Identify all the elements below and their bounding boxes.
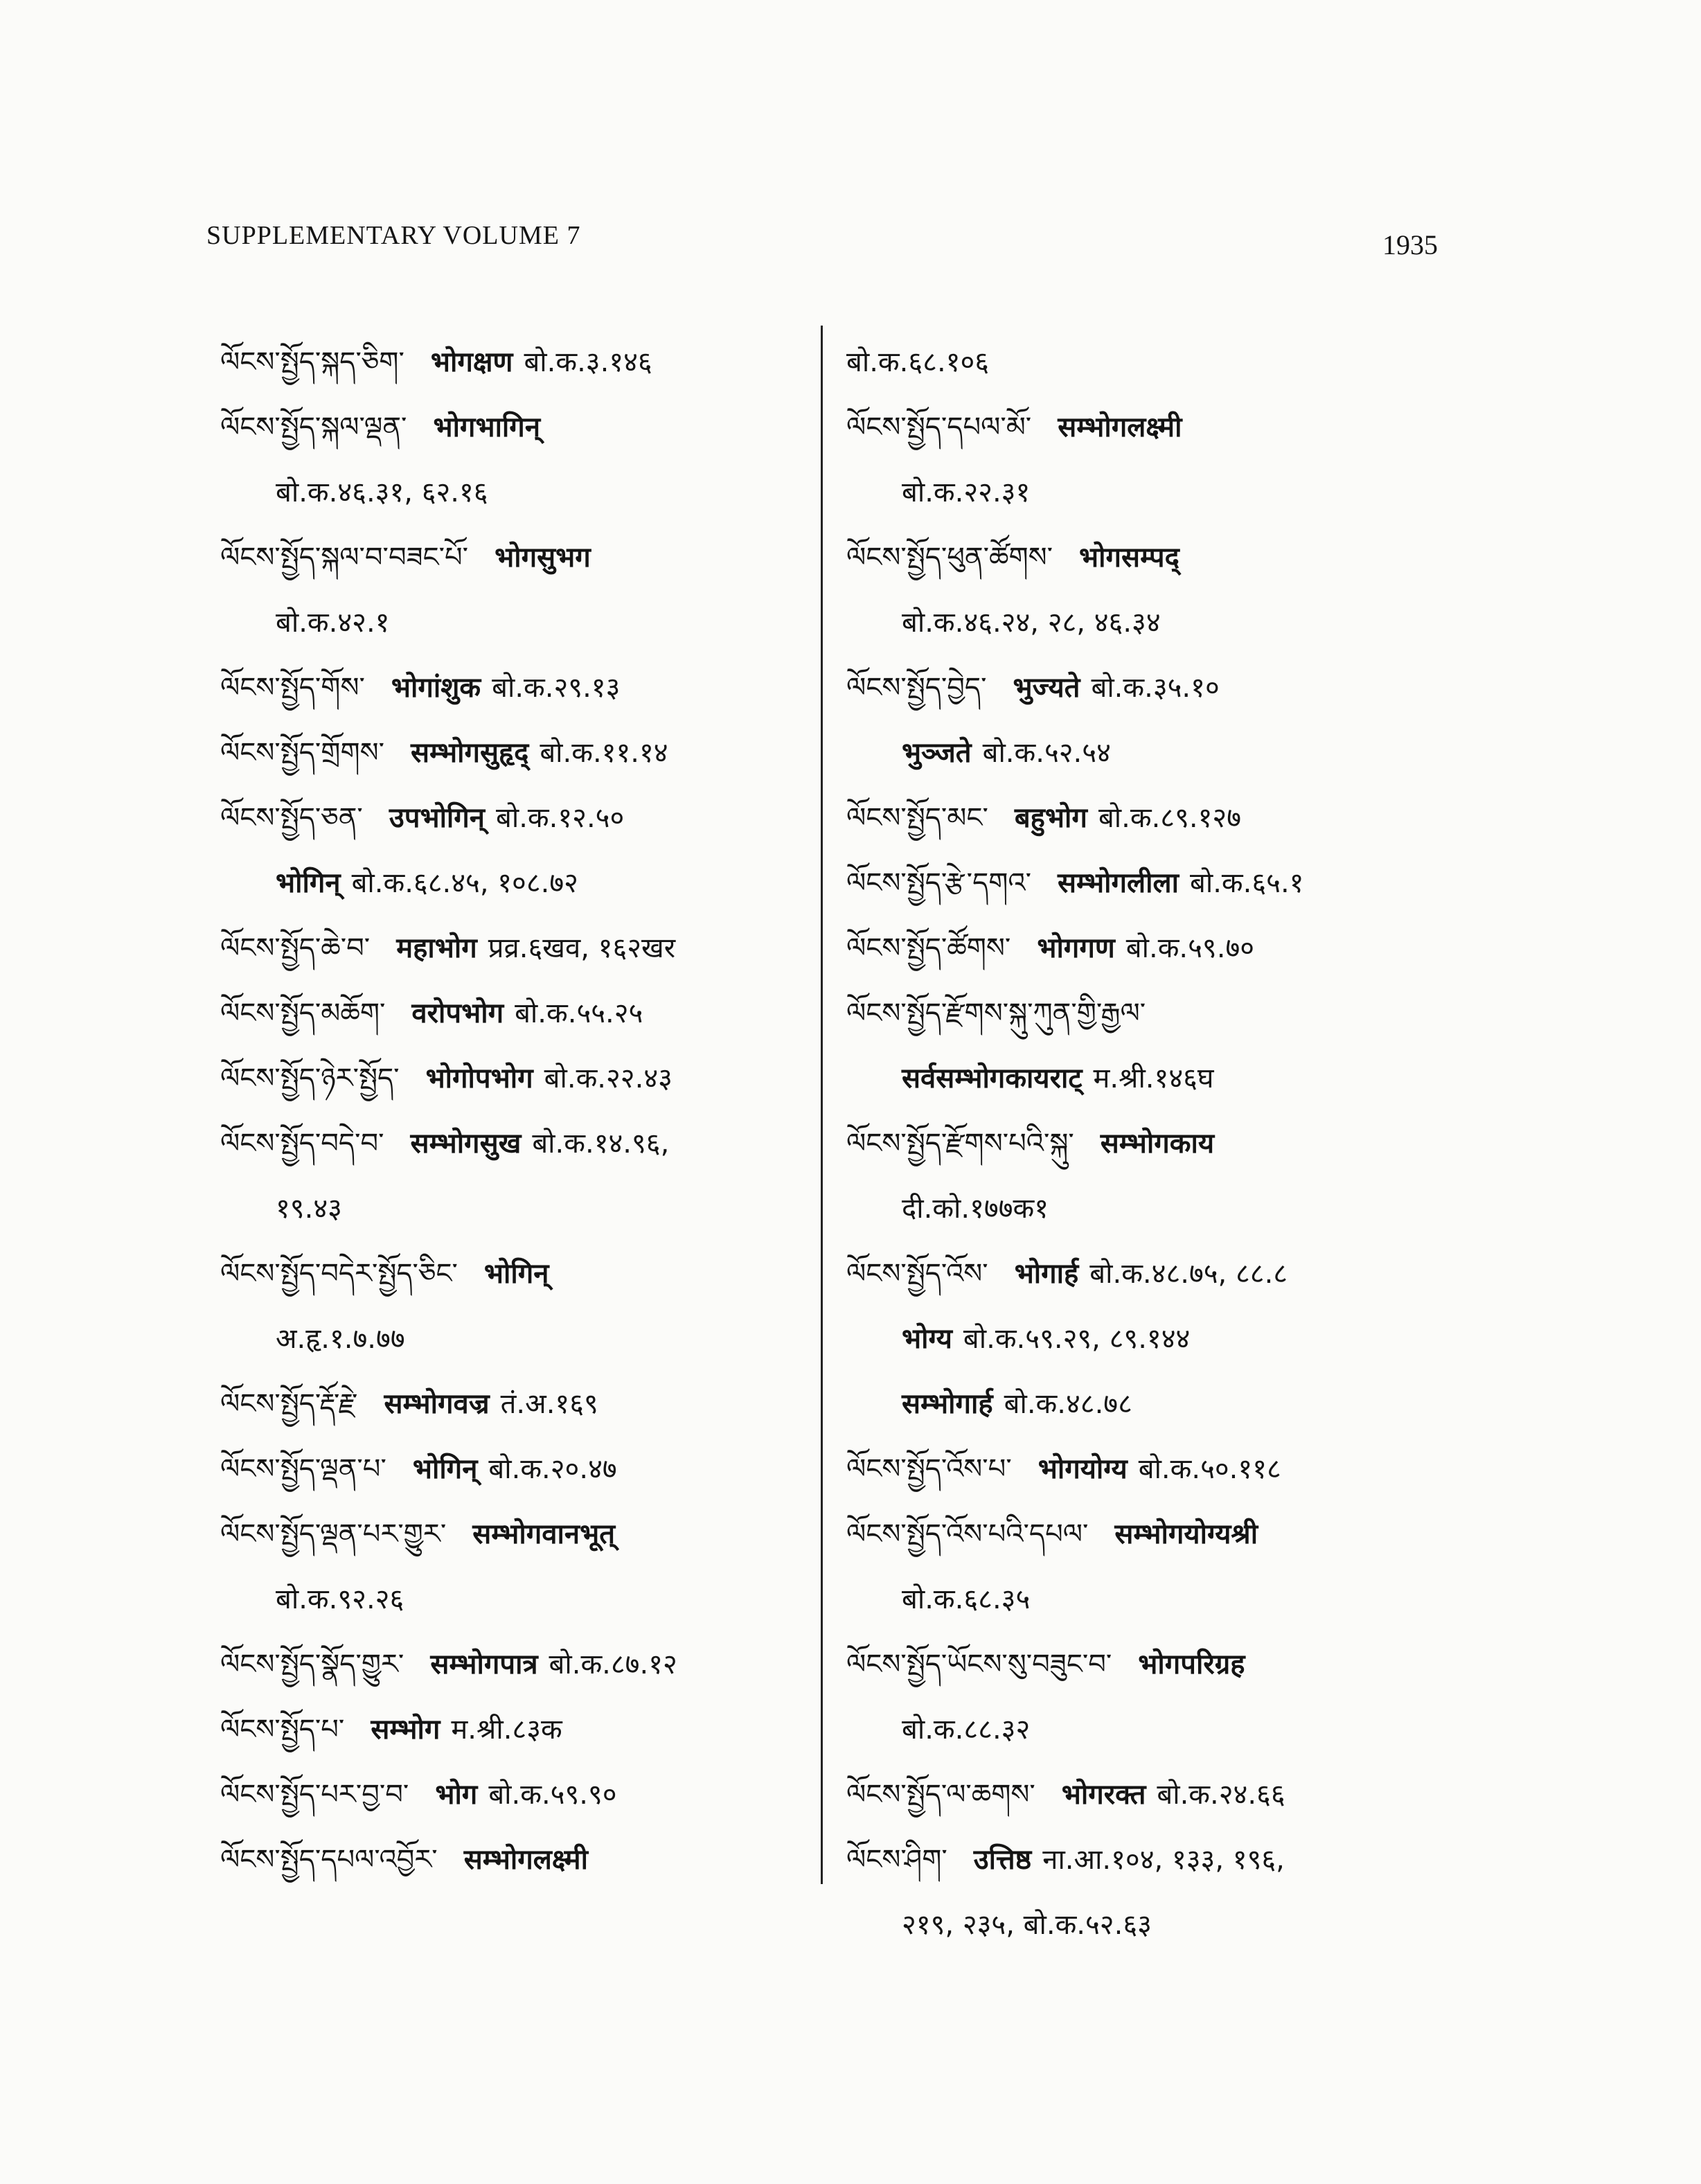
- entry-headword-line: [220, 1697, 817, 1762]
- source-reference: बो.क.९२.२६: [276, 1583, 404, 1615]
- sanskrit-equivalent: बहुभोग: [1014, 802, 1087, 834]
- right-column: [846, 330, 1470, 1957]
- sanskrit-equivalent: सम्भोगवज्र: [384, 1388, 490, 1420]
- dictionary-entry: [846, 655, 1470, 785]
- sanskrit-equivalent: उत्तिष्ठ: [973, 1844, 1032, 1876]
- sanskrit-equivalent: भोग्य: [902, 1323, 952, 1355]
- entry-continuation-line: [846, 590, 1470, 655]
- entry-headword-line: [220, 1502, 817, 1567]
- source-reference: बो.क.५५.२५: [515, 997, 643, 1029]
- entry-continuation-line: [846, 1371, 1470, 1437]
- tibetan-headword: ལོངས་སྤྱོད་གོས་: [220, 672, 365, 704]
- dictionary-entry: [846, 1437, 1470, 1502]
- dictionary-entry: [220, 1632, 817, 1697]
- source-reference: बो.क.३.१४६: [524, 346, 652, 378]
- entry-continuation-line: [846, 720, 1470, 785]
- tibetan-headword: ལོངས་ཤིག་: [846, 1844, 947, 1876]
- tibetan-headword: ལོངས་སྤྱོད་ཆེ་བ་: [220, 932, 371, 964]
- source-reference: बो.क.८८.३२: [902, 1714, 1031, 1746]
- sanskrit-equivalent: सम्भोगलक्ष्मी: [1058, 411, 1182, 443]
- dictionary-entry: [846, 851, 1470, 916]
- tibetan-headword: ལོངས་སྤྱོད་ལ་ཆགས་: [846, 1779, 1035, 1811]
- entry-headword-line: [220, 1371, 817, 1437]
- sanskrit-equivalent: सम्भोगकाय: [1100, 1128, 1215, 1160]
- tibetan-headword: ལོངས་སྤྱོད་འོས་པའི་དཔལ་: [846, 1518, 1089, 1550]
- tibetan-headword: ལོངས་སྤྱོད་རྡོ་རྗེ་: [220, 1388, 358, 1420]
- entry-headword-line: [220, 330, 817, 395]
- entry-headword-line: [220, 720, 817, 785]
- tibetan-headword: ལོངས་སྤྱོད་སྐད་ཅིག་: [220, 346, 404, 378]
- source-reference: बो.क.६८.४५, १०८.७२: [351, 867, 578, 899]
- source-reference: ना.आ.१०४, १३३, १९६,: [1042, 1844, 1285, 1876]
- entry-continuation-line: [220, 1567, 817, 1632]
- sanskrit-equivalent: महाभोग: [396, 932, 477, 964]
- source-reference: बो.क.४६.२४, २८, ४६.३४: [902, 607, 1161, 639]
- entry-headword-line: [846, 330, 1470, 395]
- source-reference: बो.क.५२.५४: [982, 737, 1111, 769]
- dictionary-entry: [220, 981, 817, 1046]
- entry-headword-line: [846, 981, 1470, 1046]
- dictionary-entry: [220, 785, 817, 916]
- dictionary-entry: [220, 655, 817, 720]
- sanskrit-equivalent: भोगिन्: [483, 1258, 549, 1290]
- entry-continuation-line: [846, 1567, 1470, 1632]
- dictionary-entry: [846, 1827, 1470, 1957]
- dictionary-entry: [220, 916, 817, 981]
- dictionary-entry: [220, 720, 817, 785]
- dictionary-entry: [846, 1762, 1470, 1827]
- source-reference: १९.४३: [276, 1193, 342, 1225]
- entry-headword-line: [846, 525, 1470, 590]
- tibetan-headword: ལོངས་སྤྱོད་ཕུན་ཚོགས་: [846, 542, 1053, 574]
- entry-headword-line: [846, 851, 1470, 916]
- sanskrit-equivalent: भोग: [435, 1779, 478, 1811]
- source-reference: बो.क.५०.११८: [1138, 1453, 1281, 1485]
- entry-headword-line: [846, 1111, 1470, 1176]
- sanskrit-equivalent: भोगोपभोग: [425, 1063, 533, 1094]
- sanskrit-equivalent: भोगपरिग्रह: [1138, 1649, 1245, 1680]
- dictionary-entry: [220, 1697, 817, 1762]
- sanskrit-equivalent: सर्वसम्भोगकायराट्: [902, 1063, 1083, 1094]
- entry-headword-line: [846, 1241, 1470, 1306]
- entry-headword-line: [220, 785, 817, 851]
- entry-headword-line: [846, 1437, 1470, 1502]
- entry-headword-line: [846, 916, 1470, 981]
- source-reference: बो.क.५९.९०: [488, 1779, 617, 1811]
- tibetan-headword: ལོངས་སྤྱོད་སྣོད་གྱུར་: [220, 1649, 404, 1680]
- tibetan-headword: ལོངས་སྤྱོད་རྩེ་དགའ་: [846, 867, 1031, 899]
- dictionary-entry: [220, 1502, 817, 1632]
- entry-continuation-line: [846, 1892, 1470, 1957]
- sanskrit-equivalent: वरोपभोग: [411, 997, 504, 1029]
- entry-continuation-line: [220, 851, 817, 916]
- entry-headword-line: [846, 1827, 1470, 1892]
- entry-headword-line: [846, 1502, 1470, 1567]
- sanskrit-equivalent: भोगिन्: [412, 1453, 478, 1485]
- source-reference: बो.क.१२.५०: [496, 802, 625, 834]
- tibetan-headword: ལོངས་སྤྱོད་ཚོགས་: [846, 932, 1011, 964]
- sanskrit-equivalent: भोगभागिन्: [433, 411, 541, 443]
- dictionary-entry: [846, 1241, 1470, 1437]
- entry-headword-line: [220, 1437, 817, 1502]
- entry-headword-line: [220, 981, 817, 1046]
- source-reference: बो.क.६५.१: [1190, 867, 1304, 899]
- tibetan-headword: ལོངས་སྤྱོད་ལྡན་པ་: [220, 1453, 386, 1485]
- tibetan-headword: ལོངས་སྤྱོད་འོས་པ་: [846, 1453, 1012, 1485]
- entry-continuation-line: [846, 1697, 1470, 1762]
- source-reference: बो.क.२४.६६: [1157, 1779, 1285, 1811]
- dictionary-entry: [220, 525, 817, 655]
- source-reference: बो.क.४२.१: [276, 607, 390, 639]
- sanskrit-equivalent: सम्भोगसुहृद्: [411, 737, 529, 769]
- source-reference: बो.क.६८.१०६: [846, 346, 990, 378]
- tibetan-headword: ལོངས་སྤྱོད་མང་: [846, 802, 988, 834]
- tibetan-headword: ལོངས་སྤྱོད་མཆོག་: [220, 997, 386, 1029]
- dictionary-entry: [846, 1111, 1470, 1241]
- tibetan-headword: ལོངས་སྤྱོད་བྱེད་: [846, 672, 987, 704]
- entry-headword-line: [220, 1111, 817, 1176]
- source-reference: प्रव्र.६खव, १६२खर: [488, 932, 676, 964]
- entry-continuation-line: [846, 460, 1470, 525]
- tibetan-headword: ལོངས་སྤྱོད་སྐལ་བ་བཟང་པོ་: [220, 542, 469, 574]
- dictionary-entry: [220, 1437, 817, 1502]
- entry-headword-line: [846, 395, 1470, 460]
- source-reference: बो.क.२२.३१: [902, 477, 1031, 508]
- source-reference: बो.क.२२.४३: [544, 1063, 673, 1094]
- sanskrit-equivalent: भोगसुभग: [495, 542, 591, 574]
- source-reference: तं.अ.१६९: [500, 1388, 598, 1420]
- dictionary-entry: [220, 1827, 817, 1892]
- entry-headword-line: [220, 1241, 817, 1306]
- sanskrit-equivalent: भोगसम्पद्: [1079, 542, 1179, 574]
- sanskrit-equivalent: सम्भोगलीला: [1058, 867, 1179, 899]
- source-reference: बो.क.३५.१०: [1091, 672, 1220, 704]
- source-reference: बो.क.६८.३५: [902, 1583, 1031, 1615]
- sanskrit-equivalent: भुज्यते: [1013, 672, 1080, 704]
- sanskrit-equivalent: भोगयोग्य: [1037, 1453, 1128, 1485]
- sanskrit-equivalent: भोगक्षण: [430, 346, 513, 378]
- entry-headword-line: [220, 1046, 817, 1111]
- running-head: SUPPLEMENTARY VOLUME 7: [206, 221, 581, 250]
- tibetan-headword: ལོངས་སྤྱོད་སྐལ་ལྡན་: [220, 411, 407, 443]
- dictionary-entry: [846, 981, 1470, 1111]
- dictionary-entry: [220, 395, 817, 525]
- sanskrit-equivalent: उपभोगिन्: [389, 802, 486, 834]
- entry-continuation-line: [220, 590, 817, 655]
- tibetan-headword: ལོངས་སྤྱོད་དཔལ་མོ་: [846, 411, 1032, 443]
- page-number: 1935: [1382, 229, 1438, 260]
- entry-headword-line: [846, 655, 1470, 720]
- entry-continuation-line: [846, 1306, 1470, 1371]
- entry-headword-line: [220, 1762, 817, 1827]
- dictionary-entry: [220, 1371, 817, 1437]
- dictionary-entry: [846, 1502, 1470, 1632]
- source-reference: बो.क.४८.७५, ८८.८: [1089, 1258, 1288, 1290]
- source-reference: बो.क.८९.१२७: [1098, 802, 1242, 834]
- sanskrit-equivalent: भोगिन्: [276, 867, 341, 899]
- sanskrit-equivalent: सम्भोगसुख: [410, 1128, 522, 1160]
- sanskrit-equivalent: सम्भोगार्ह: [902, 1388, 993, 1420]
- dictionary-entry: [846, 525, 1470, 655]
- left-column: [220, 330, 817, 1892]
- entry-headword-line: [220, 395, 817, 460]
- sanskrit-equivalent: सम्भोगवानभूत्: [472, 1518, 616, 1550]
- source-reference: बो.क.२०.४७: [488, 1453, 617, 1485]
- tibetan-headword: ལོངས་སྤྱོད་ལྡན་པར་གྱུར་: [220, 1518, 447, 1550]
- tibetan-headword: ལོངས་སྤྱོད་གྲོགས་: [220, 737, 384, 769]
- sanskrit-equivalent: भोगांशुक: [391, 672, 481, 704]
- entry-continuation-line: [220, 460, 817, 525]
- sanskrit-equivalent: सम्भोगपात्र: [430, 1649, 538, 1680]
- entry-continuation-line: [846, 1176, 1470, 1241]
- tibetan-headword: ལོངས་སྤྱོད་ཡོངས་སུ་བཟུང་བ་: [846, 1649, 1112, 1680]
- source-reference: २१९, २३५, बो.क.५२.६३: [902, 1909, 1152, 1941]
- entry-headword-line: [846, 785, 1470, 851]
- entry-headword-line: [846, 1762, 1470, 1827]
- sanskrit-equivalent: सम्भोगलक्ष्मी: [463, 1844, 588, 1876]
- source-reference: बो.क.५९.७०: [1125, 932, 1255, 964]
- sanskrit-equivalent: सम्भोगयोग्यश्री: [1114, 1518, 1258, 1550]
- source-reference: बो.क.४६.३१, ६२.१६: [276, 477, 488, 508]
- entry-headword-line: [220, 1632, 817, 1697]
- sanskrit-equivalent: भुञ्जते: [902, 737, 972, 769]
- tibetan-headword: ལོངས་སྤྱོད་བདེ་བ་: [220, 1128, 384, 1160]
- entry-headword-line: [220, 916, 817, 981]
- dictionary-entry: [846, 395, 1470, 525]
- source-reference: म.श्री.१४६घ: [1093, 1063, 1214, 1094]
- entry-headword-line: [220, 525, 817, 590]
- tibetan-headword: ལོངས་སྤྱོད་རྫོགས་སྐུ་ཀུན་གྱི་རྒྱལ་: [846, 997, 1146, 1029]
- dictionary-entry: [846, 1632, 1470, 1762]
- dictionary-entry: [220, 330, 817, 395]
- tibetan-headword: ལོངས་སྤྱོད་པ་: [220, 1714, 345, 1746]
- source-reference: बो.क.११.१४: [540, 737, 668, 769]
- sanskrit-equivalent: भोगार्ह: [1014, 1258, 1079, 1290]
- source-reference: बो.क.१४.९६,: [532, 1128, 670, 1160]
- dictionary-entry: [220, 1762, 817, 1827]
- sanskrit-equivalent: भोगगण: [1037, 932, 1115, 964]
- dictionary-entry: [846, 785, 1470, 851]
- tibetan-headword: ལོངས་སྤྱོད་བདེར་སྤྱོད་ཅིང་: [220, 1258, 458, 1290]
- dictionary-entry: [220, 1241, 817, 1371]
- dictionary-entry: [846, 330, 1470, 395]
- tibetan-headword: ལོངས་སྤྱོད་ཅན་: [220, 802, 363, 834]
- tibetan-headword: ལོངས་སྤྱོད་རྫོགས་པའི་སྐུ་: [846, 1128, 1074, 1160]
- tibetan-headword: ལོངས་སྤྱོད་ཉེར་སྤྱོད་: [220, 1063, 400, 1094]
- entry-headword-line: [220, 655, 817, 720]
- source-reference: अ.हृ.१.७.७७: [276, 1323, 405, 1355]
- sanskrit-equivalent: भोगरक्त: [1061, 1779, 1146, 1811]
- dictionary-entry: [846, 916, 1470, 981]
- entry-continuation-line: [220, 1306, 817, 1371]
- entry-continuation-line: [220, 1176, 817, 1241]
- entry-headword-line: [846, 1632, 1470, 1697]
- entry-headword-line: [220, 1827, 817, 1892]
- dictionary-entry: [220, 1111, 817, 1241]
- source-reference: म.श्री.८३क: [451, 1714, 562, 1746]
- source-reference: बो.क.५९.२९, ८९.१४४: [963, 1323, 1191, 1355]
- source-reference: बो.क.२९.१३: [492, 672, 621, 704]
- source-reference: बो.क.८७.१२: [549, 1649, 677, 1680]
- column-divider: [821, 326, 823, 1884]
- dictionary-entry: [220, 1046, 817, 1111]
- sanskrit-equivalent: सम्भोग: [371, 1714, 440, 1746]
- entry-continuation-line: [846, 1046, 1470, 1111]
- tibetan-headword: ལོངས་སྤྱོད་འོས་: [846, 1258, 988, 1290]
- source-reference: बो.क.४८.७८: [1004, 1388, 1132, 1420]
- tibetan-headword: ལོངས་སྤྱོད་དཔལ་འབྱོར་: [220, 1844, 438, 1876]
- tibetan-headword: ལོངས་སྤྱོད་པར་བྱ་བ་: [220, 1779, 409, 1811]
- source-reference: दी.को.१७७क१: [902, 1193, 1049, 1225]
